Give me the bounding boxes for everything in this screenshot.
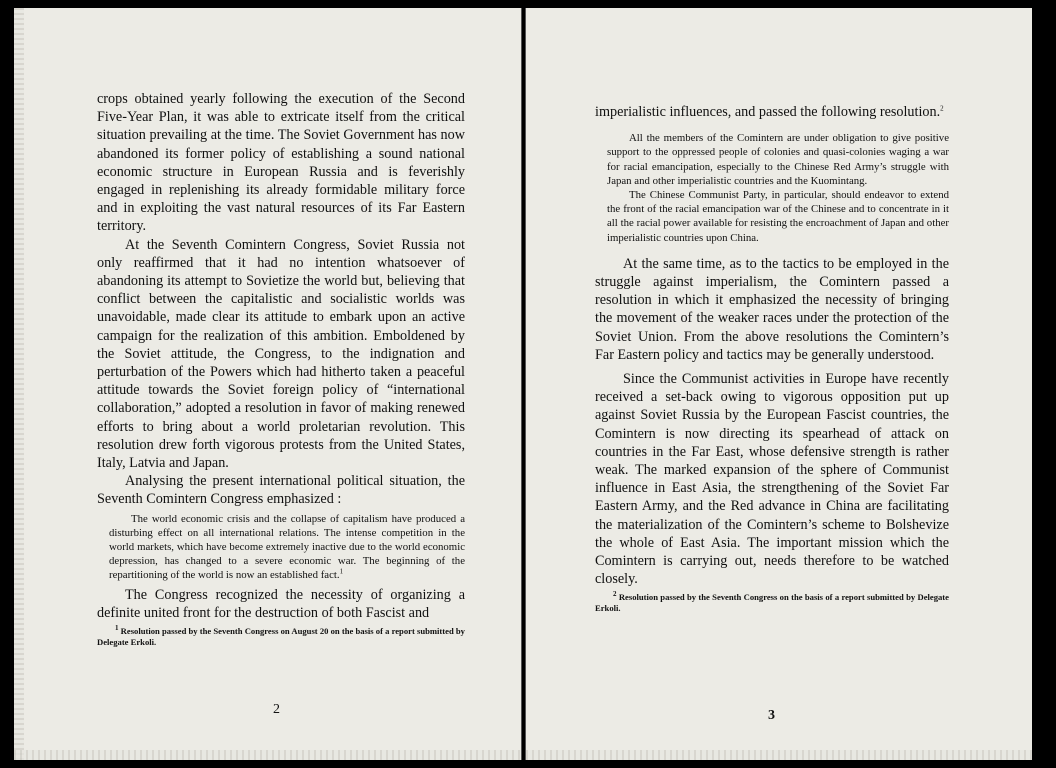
footnote-ref: 2 xyxy=(940,104,944,113)
body-paragraph: Since the Communist activities in Europe have recently received a set-back owing to vigorous opposition put up against Soviet Russia by the European Fascist countries, the Comintern is now directing its spearhead of attack on countries in the Far East, whose defensive strength is rather weak. The marked expansion of the sphere of Communist influence in East Asia, the strengthening of the Soviet Far Eastern Army, and the Red advance in China are facilitating the materialization of the Comintern’s scheme to Bolshevize the whole of East Asia. The important mission which the Comintern is carrying out, needs therefore to be watched closely. xyxy=(595,371,949,588)
body-paragraph: The Congress recognized the necessity of organizing a definite united front for the destruction of both Fascist and xyxy=(97,586,465,621)
body-paragraph: At the same time, as to the tactics to be employed in the struggle against imperialism, the Comintern passed a resolution in which it emphasized the necessity of bringing the movement of the weaker races under the protection of the Soviet Union. From the above resolutions the Comintern’s Far Eastern policy and tactics may be generally understood. xyxy=(595,255,949,363)
page-number: 2 xyxy=(273,702,280,717)
body-paragraph: imperialistic influences, and passed the following resolution.$^2$ xyxy=(595,104,944,120)
block-quote xyxy=(607,131,949,245)
scan-edge xyxy=(526,750,1032,760)
page-number: 3 xyxy=(768,708,775,723)
body-paragraph: Analysing the present international political situation, the Seventh Comintern Congress emphasized : xyxy=(97,473,465,508)
left-page-text xyxy=(97,90,465,648)
quote-paragraph: All the members of the Comintern are under obligation to give positive support to the oppressed people of colonies and quasi-colonies waging a war for racial emancipation, especially to the Chinese Red Army’s struggle with Japan and other imperialistic countries and the Kuomintang. xyxy=(607,132,949,187)
body-paragraph: crops obtained yearly following the execution of the Second Five-Year Plan, it was able to extricate itself from the critical situation prevailing at the time. The Soviet Government has now abandoned its former policy of establishing a sound national economic structure in European Russia and is feverishly engaged in replenishing its already formidable military force and in exploiting the vast natural resources of its Far Eastern territory. xyxy=(97,91,465,235)
footnote-ref: 1 xyxy=(339,567,344,576)
footnote: $^1$ Resolution passed by the Seventh Congress on August 20 on the basis of a report submitted by Delegate Erkoli. xyxy=(97,624,465,648)
footnote-marker: 1 xyxy=(115,624,119,633)
footnote: $^2$ Resolution passed by the Seventh Congress on the basis of a report submitted by Delegate Erkoli. xyxy=(595,590,949,614)
scan-edge xyxy=(14,750,521,760)
quote-paragraph: The world economic crisis and the collapse of capitalism have produced a disturbing effect on all international relations. The intense competition in the world markets, which have become extremely inactive due to the world economic depression, has changed to a severe economic war. The beginning of the repartitioning of the world is now an established fact.$^1$ xyxy=(109,512,465,582)
body-paragraph: At the Seventh Comintern Congress, Soviet Russia not only reaffirmed that it had no intention whatsoever of abandoning its attempt to Sovietize the world but, believing that conflict between the capitalistic and socialistic worlds was unavoidable, made clear its attitude to embark upon an active campaign for the realization of this ambition. Emboldened by the Soviet attitude, the Congress, to the indignation and perturbation of the Powers which had hitherto taken a peaceful attitude towards the Soviet foreign policy of “international collaboration,” adopted a resolution in favor of making renewed efforts to bring about a world proletarian revolution. This resolution drew forth vigorous protests from the United States, Italy, Latvia and Japan. xyxy=(97,236,465,472)
right-page xyxy=(525,8,1032,760)
footnote-marker: 2 xyxy=(613,590,617,599)
quote-paragraph: The Chinese Communist Party, in particular, should endeavor to extend the front of the racial emancipation war of the Chinese and to concentrate in it all the racial power available for resisting the encroachment of Japan and other imperialistic countries upon China. xyxy=(607,189,949,244)
left-page xyxy=(14,8,522,760)
scan-edge xyxy=(14,8,24,760)
block-quote xyxy=(109,512,465,583)
right-page-text xyxy=(595,103,949,614)
